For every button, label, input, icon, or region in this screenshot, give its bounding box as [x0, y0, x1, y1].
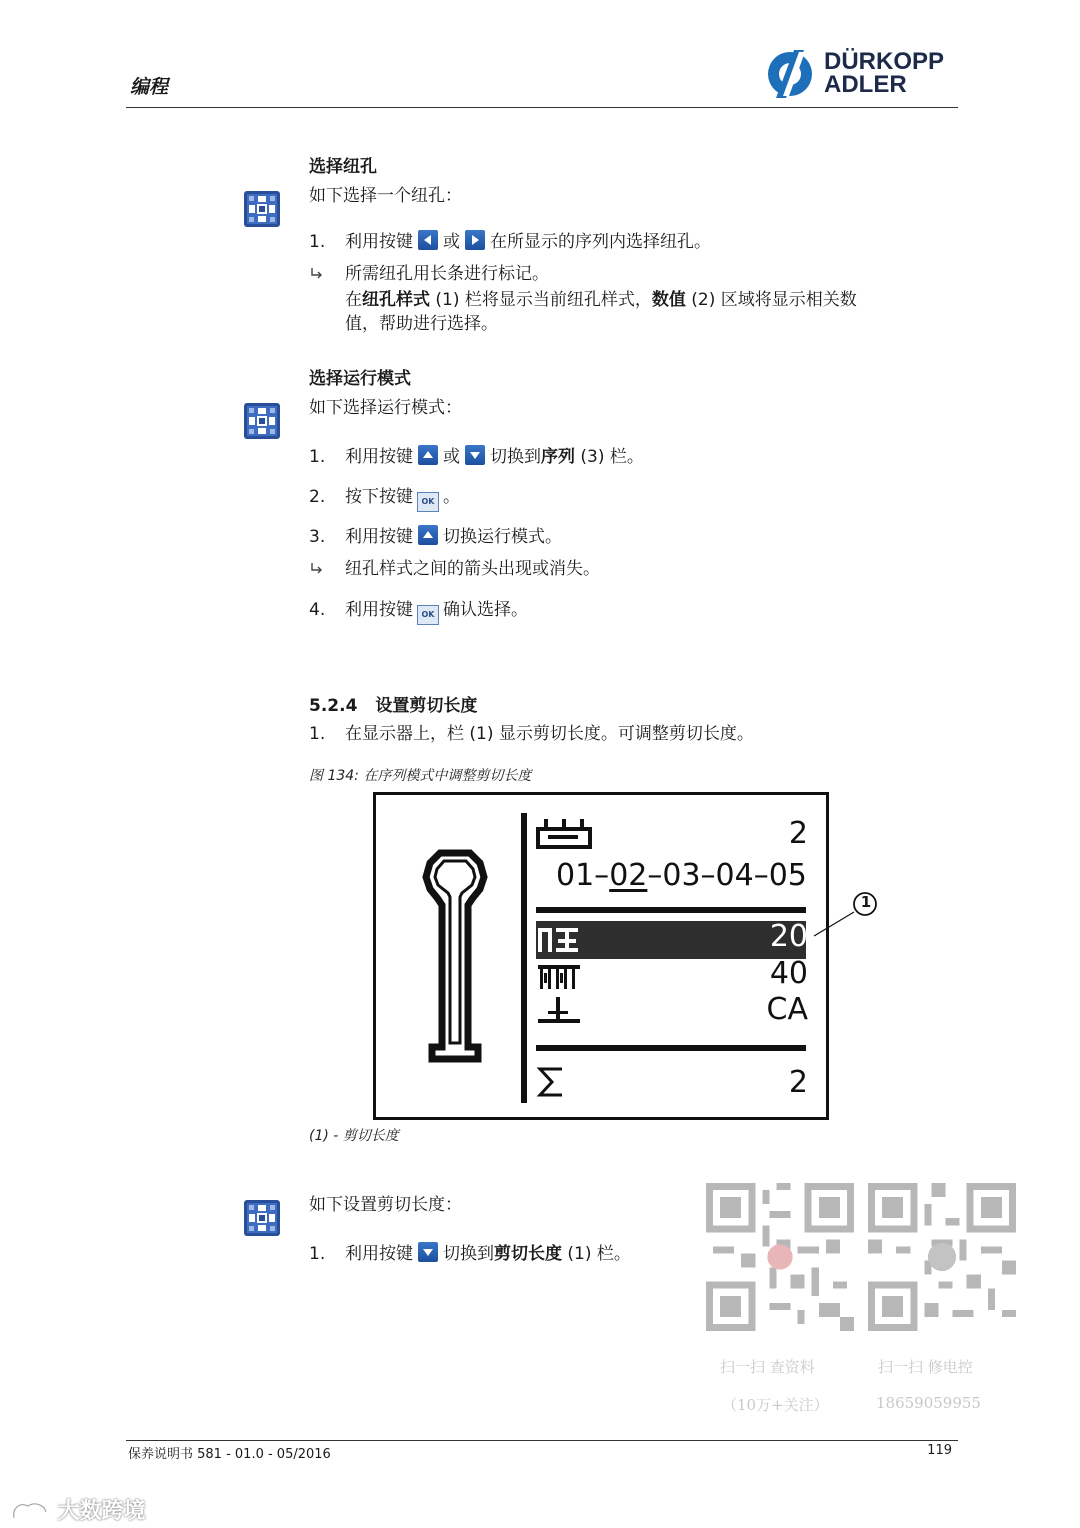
section-intro: 如下选择一个纽孔： [309, 186, 462, 206]
step-text: 利用按键 [345, 1244, 413, 1264]
machine-display [373, 792, 829, 1120]
sequence-selected: 02 [609, 858, 648, 893]
sequence-icon [536, 817, 592, 851]
bold-term: 剪切长度 [494, 1244, 562, 1264]
step-1 [309, 721, 754, 747]
sequence-list [556, 858, 807, 893]
up-arrow-key-icon [418, 525, 438, 545]
up-arrow-key-icon [418, 445, 438, 465]
thread-tension-icon [536, 995, 582, 1027]
step-1 [309, 229, 711, 255]
left-arrow-key-icon [418, 230, 438, 250]
step-3 [309, 524, 562, 550]
bold-term: 纽孔样式 [362, 290, 430, 310]
step-1 [309, 444, 644, 470]
brand-emblem-icon [764, 50, 820, 98]
section-number: 5.2.4 [309, 696, 358, 716]
down-arrow-key-icon [418, 1242, 438, 1262]
sequence-part: –03–04–05 [647, 858, 807, 893]
ok-key-icon: OK [417, 605, 439, 625]
qr-right-label: 扫一扫 修电控 [878, 1358, 973, 1376]
text-run: (1) 栏将显示当前纽孔样式， [430, 290, 652, 310]
qr-code-left-icon [706, 1183, 854, 1331]
watermark-text: 大数跨境 [57, 1499, 146, 1524]
mode-value: CA [766, 992, 808, 1027]
watermark-logo-icon [10, 1500, 50, 1522]
chapter-title: 编程 [130, 76, 169, 98]
stitch-value: 40 [769, 956, 808, 991]
right-arrow-key-icon [465, 230, 485, 250]
sequence-count: 2 [788, 816, 808, 851]
display-separator [536, 907, 806, 913]
cut-length-value: 20 [769, 919, 808, 954]
display-separator [536, 1045, 806, 1051]
step-text: (3) 栏。 [575, 447, 644, 467]
step-text: 切换到 [443, 1244, 494, 1264]
result-arrow-icon [309, 561, 325, 577]
brand-name-line1: DÜRKOPP [824, 48, 945, 75]
section-title: 设置剪切长度 [375, 696, 478, 716]
step-number: 1. [309, 724, 326, 744]
step-text: (1) 栏。 [562, 1244, 631, 1264]
qr-left-label: 扫一扫 查资料 [720, 1358, 815, 1376]
text-run: 在 [345, 290, 362, 310]
sequence-part: 01– [556, 858, 610, 893]
step-text: 。 [443, 487, 460, 507]
footer-rule [126, 1440, 958, 1441]
step-text: 切换运行模式。 [443, 527, 562, 547]
control-panel-icon [244, 191, 280, 227]
control-panel-icon [244, 1200, 280, 1236]
step-1 [309, 1241, 631, 1267]
text-run: (2) 区域将显示相关数 [685, 290, 857, 310]
step-4 [309, 597, 528, 625]
bold-term: 数值 [651, 290, 686, 310]
step-text-or: 或 [443, 447, 460, 467]
brand-name-line2: ADLER [824, 71, 907, 98]
buttonhole-shape-icon [420, 847, 490, 1063]
down-arrow-key-icon [465, 445, 485, 465]
step-text: 切换到 [490, 447, 541, 467]
section-title-select-mode: 选择运行模式 [309, 369, 411, 389]
section-title-select-buttonhole: 选择纽孔 [309, 157, 377, 177]
section-intro: 如下选择运行模式： [309, 398, 462, 418]
result-text: 所需纽孔用长条进行标记。 [345, 264, 549, 284]
callout-number: 1 [860, 893, 872, 911]
stitch-density-icon [536, 961, 582, 993]
step-text: 利用按键 [345, 447, 413, 467]
sum-icon [536, 1065, 566, 1099]
step-text: 利用按键 [345, 232, 413, 252]
section-intro: 如下设置剪切长度： [309, 1195, 462, 1215]
step-2 [309, 484, 460, 512]
footer-document-id: 保养说明书 581 - 01.0 - 05/2016 [128, 1447, 331, 1462]
figure-legend: (1) - 剪切长度 [309, 1128, 399, 1144]
display-divider [521, 813, 527, 1103]
result-detail [345, 287, 857, 313]
watermark [10, 1494, 146, 1525]
step-text: 在所显示的序列内选择纽孔。 [490, 232, 711, 252]
step-text: 在显示器上，栏 (1) 显示剪切长度。可调整剪切长度。 [345, 724, 754, 744]
control-panel-icon [244, 403, 280, 439]
figure-caption: 图 134: 在序列模式中调整剪切长度 [309, 768, 532, 784]
step-text: 确认选择。 [443, 600, 528, 620]
step-number: 3. [309, 527, 326, 547]
step-number: 1. [309, 1244, 326, 1264]
qr-left-sublabel: （10万+关注） [722, 1396, 829, 1414]
step-number: 1. [309, 232, 326, 252]
step-number: 2. [309, 487, 326, 507]
result-detail-cont: 值，帮助进行选择。 [345, 314, 498, 334]
brand-logo [764, 50, 964, 102]
step-text: 按下按键 [345, 487, 413, 507]
section-heading-cut-length [309, 691, 477, 716]
step-number: 4. [309, 600, 326, 620]
step-text-or: 或 [443, 232, 460, 252]
header-rule [126, 107, 958, 108]
qr-code-right-icon [868, 1183, 1016, 1331]
sum-value: 2 [788, 1065, 808, 1100]
step-text: 利用按键 [345, 527, 413, 547]
cut-length-icon [536, 924, 582, 956]
qr-right-sublabel: 18659059955 [876, 1394, 981, 1412]
step-number: 1. [309, 447, 326, 467]
ok-key-icon: OK [417, 492, 439, 512]
step-text: 利用按键 [345, 600, 413, 620]
result-arrow-icon [309, 266, 325, 282]
page-number: 119 [927, 1443, 952, 1458]
result-text: 纽孔样式之间的箭头出现或消失。 [345, 559, 600, 579]
bold-term: 序列 [541, 447, 575, 467]
